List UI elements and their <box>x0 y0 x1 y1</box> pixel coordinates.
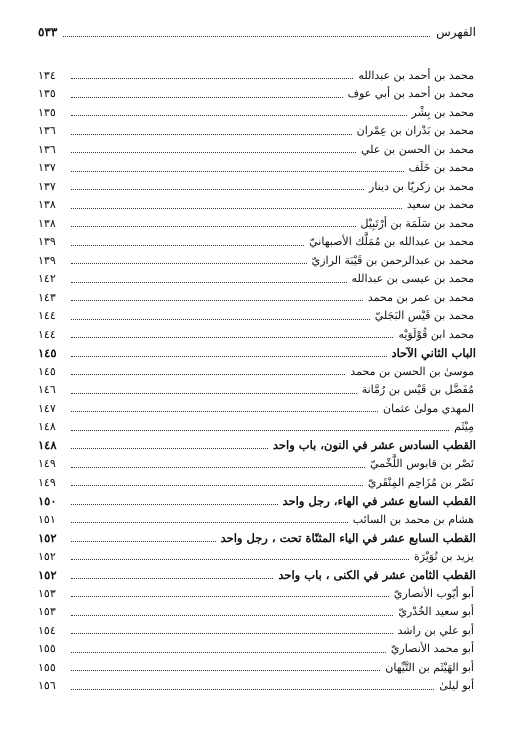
leader-dots <box>71 330 393 338</box>
chapter-heading-row <box>38 436 476 455</box>
entry-page-number: ١٥٥ <box>38 642 56 656</box>
entry-name: أبو الهَيْثَم بن التَّيِّهان <box>385 660 474 674</box>
leader-dots <box>71 164 404 172</box>
leader-dots <box>71 219 356 227</box>
leader-dots <box>71 626 393 634</box>
entry-page-number: ١٤٥ <box>38 364 56 378</box>
chapter-heading: القطب السابع عشر في الياء المثنّاة تحت ، رجل واحد <box>220 530 476 545</box>
entry-page-number: ١٤٩ <box>38 457 56 471</box>
entry-name: محمد بن بَدْران بن عِمْران <box>356 124 474 138</box>
leader-dots <box>71 145 356 153</box>
page-number: ٥٣٣ <box>38 25 58 39</box>
leader-dots <box>71 238 304 246</box>
index-entry-row <box>38 196 476 215</box>
index-entry-row <box>38 85 476 104</box>
leader-dots <box>71 127 352 135</box>
entry-name: نَصْر بن قابوس اللَّخْميّ <box>369 457 474 471</box>
entry-page-number: ١٣٥ <box>38 87 56 101</box>
leader-dots <box>71 256 307 264</box>
index-entry-row <box>38 584 476 603</box>
entry-page-number: ١٤٦ <box>38 383 56 397</box>
chapter-heading-row <box>38 566 476 585</box>
leader-dots <box>71 645 386 653</box>
entry-name: أبو ليلىٰ <box>439 679 474 693</box>
entry-page-number: ١٣٤ <box>38 68 56 82</box>
entry-page-number: ١٤٢ <box>38 272 56 286</box>
entry-page-number: ١٤٧ <box>38 401 56 415</box>
entry-page-number: ١٣٧ <box>38 161 56 175</box>
entry-name: هشام بن محمد بن السائب <box>352 512 474 526</box>
entry-name: أبو أيّوب الأنصاريّ <box>393 586 474 600</box>
entry-page-number: ١٥٠ <box>38 493 57 508</box>
entry-page-number: ١٣٦ <box>38 142 56 156</box>
index-entry-row <box>38 233 476 252</box>
index-entry-row <box>38 621 476 640</box>
entry-page-number: ١٥٦ <box>38 679 56 693</box>
leader-dots <box>71 71 353 79</box>
index-entry-row <box>38 455 476 474</box>
leader-dots <box>71 497 278 505</box>
chapter-heading: القطب الثامن عشر في الكنى ، باب واحد <box>278 567 476 582</box>
leader-dots <box>71 441 268 449</box>
page-header-title: الفهرس <box>436 25 476 39</box>
index-entry-row <box>38 399 476 418</box>
entry-name: محمد بن عمر بن محمد <box>367 290 474 304</box>
entry-name: محمد بن سعيد <box>406 198 474 212</box>
index-entry-row <box>38 325 476 344</box>
index-entry-row <box>38 677 476 696</box>
entry-name: مِيْثَم <box>454 420 474 434</box>
entry-page-number: ١٤٣ <box>38 290 56 304</box>
entry-name: محمد بن أحمد بن أبي عوف <box>347 87 474 101</box>
index-entry-row <box>38 214 476 233</box>
leader-dots <box>71 423 449 431</box>
entry-page-number: ١٥٥ <box>38 660 56 674</box>
index-entry-row <box>38 547 476 566</box>
index-entry-row <box>38 473 476 492</box>
header-leader-dots <box>63 28 430 37</box>
entry-name: محمد بن قَيْس البَجَليّ <box>374 309 474 323</box>
entry-name: محمد بن بِشْر <box>411 105 474 119</box>
index-entry-row <box>38 307 476 326</box>
index-entry-row <box>38 103 476 122</box>
entry-name: محمد بن عيسى بن عبدالله <box>351 272 474 286</box>
entry-name: يزيد بن نُوَيْرَة <box>413 549 474 563</box>
entry-name: محمد ابن قُوْلَوَيْه <box>398 327 474 341</box>
chapter-heading: الباب الثاني الآحاد <box>391 345 476 360</box>
chapter-heading: القطب السادس عشر في النون، باب واحد <box>272 438 476 453</box>
entry-page-number: ١٣٩ <box>38 235 56 249</box>
entry-name: محمد بن خَلَف <box>408 161 474 175</box>
leader-dots <box>71 90 343 98</box>
leader-dots <box>71 571 273 579</box>
entry-name: محمد بن عبدالرحمن بن قَيْبَة الرازيّ <box>311 253 474 267</box>
index-entry-row <box>38 270 476 289</box>
index-entry-row <box>38 362 476 381</box>
leader-dots <box>71 460 365 468</box>
entry-page-number: ١٥٣ <box>38 586 56 600</box>
entry-page-number: ١٣٦ <box>38 124 56 138</box>
entry-page-number: ١٥٣ <box>38 605 56 619</box>
index-entry-row <box>38 122 476 141</box>
entry-page-number: ١٤٩ <box>38 475 56 489</box>
leader-dots <box>71 478 363 486</box>
index-entry-row <box>38 177 476 196</box>
entry-page-number: ١٤٤ <box>38 327 56 341</box>
entry-name: نَصْر بن مُزَاحِم المِنْقَريّ <box>367 475 474 489</box>
leader-dots <box>71 534 216 542</box>
leader-dots <box>71 275 347 283</box>
index-entry-row <box>38 140 476 159</box>
leader-dots <box>71 349 387 357</box>
entry-name: أبو محمد الأنصاريّ <box>390 642 474 656</box>
index-entry-row <box>38 381 476 400</box>
index-list <box>38 66 476 695</box>
entry-name: المهدي مولىٰ عثمان <box>383 401 474 415</box>
entry-page-number: ١٤٥ <box>38 345 57 360</box>
entry-page-number: ١٣٨ <box>38 198 56 212</box>
leader-dots <box>71 293 363 301</box>
entry-name: محمد بن عبدالله بن مُمَلَّك الأصبهانيّ <box>309 235 474 249</box>
entry-page-number: ١٣٥ <box>38 105 56 119</box>
entry-name: موسىٰ بن الحسن بن محمد <box>350 364 474 378</box>
leader-dots <box>71 404 378 412</box>
entry-page-number: ١٥٢ <box>38 530 57 545</box>
entry-name: أبو سعيد الخُدْريّ <box>398 605 474 619</box>
leader-dots <box>71 552 409 560</box>
index-entry-row <box>38 658 476 677</box>
leader-dots <box>71 663 380 671</box>
entry-page-number: ١٤٨ <box>38 420 56 434</box>
entry-page-number: ١٣٨ <box>38 216 56 230</box>
entry-page-number: ١٤٤ <box>38 309 56 323</box>
entry-page-number: ١٣٩ <box>38 253 56 267</box>
leader-dots <box>71 108 407 116</box>
leader-dots <box>71 682 434 690</box>
entry-name: محمد بن سَلَمَة بن أرْتَبِيْل <box>360 216 474 230</box>
entry-name: أبو علي بن راشد <box>397 623 474 637</box>
entry-name: محمد بن زكريّا بن دينار <box>369 179 474 193</box>
entry-page-number: ١٥٤ <box>38 623 56 637</box>
leader-dots <box>71 589 389 597</box>
index-entry-row <box>38 510 476 529</box>
entry-name: محمد بن الحسن بن علي <box>360 142 474 156</box>
leader-dots <box>71 201 402 209</box>
index-entry-row <box>38 418 476 437</box>
leader-dots <box>71 386 357 394</box>
leader-dots <box>71 182 364 190</box>
entry-page-number: ١٥٢ <box>38 549 56 563</box>
page-header <box>38 22 476 42</box>
chapter-heading: القطب السابع عشر في الهاء، رجل واحد <box>282 493 476 508</box>
entry-page-number: ١٤٨ <box>38 438 57 453</box>
leader-dots <box>71 367 345 375</box>
chapter-heading-row <box>38 344 476 363</box>
index-entry-row <box>38 159 476 178</box>
entry-name: محمد بن أحمد بن عبدالله <box>358 68 474 82</box>
index-entry-row <box>38 603 476 622</box>
entry-page-number: ١٣٧ <box>38 179 56 193</box>
entry-name: مُفَضَّل بن قَيْس بن رُمَّانة <box>361 383 474 397</box>
entry-page-number: ١٥١ <box>38 512 56 526</box>
leader-dots <box>71 312 370 320</box>
chapter-heading-row <box>38 492 476 511</box>
index-entry-row <box>38 640 476 659</box>
leader-dots <box>71 608 393 616</box>
index-entry-row <box>38 288 476 307</box>
index-entry-row <box>38 251 476 270</box>
index-entry-row <box>38 66 476 85</box>
entry-page-number: ١٥٢ <box>38 567 57 582</box>
leader-dots <box>71 515 348 523</box>
chapter-heading-row <box>38 529 476 548</box>
